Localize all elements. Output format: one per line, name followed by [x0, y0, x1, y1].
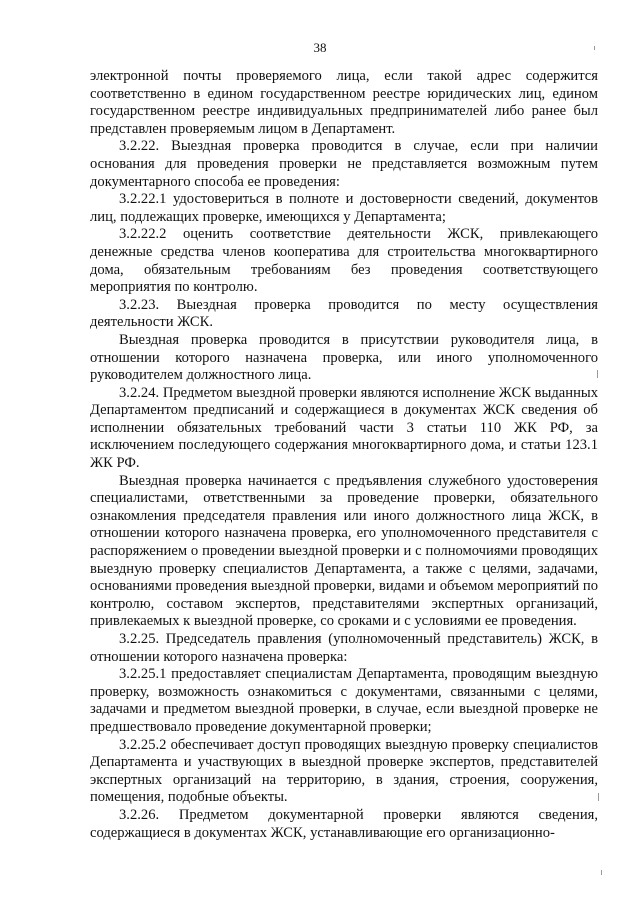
paragraph: Выездная проверка начинается с предъявления служебного удостоверения специалистами, ответственными за проведение проверки, обязательного ознакомления председателя правления или иного должностного лица ЖСК, в отношении которого назначена проверка, его уполномоченного представителя с распоряжением о проведении выездной проверки и с полномочиями проводящих выездную проверку специалистов Департамента, а также с целями, задачами, основаниями проведения выездной проверки, видами и объемом мероприятий по контролю, составом экспертов, представителями экспертных организаций, привлекаемых к выездной проверке, со сроками и с условиями ее проведения. — [90, 472, 598, 630]
paragraph: 3.2.25.1 предоставляет специалистам Департамента, проводящим выездную проверку, возможность ознакомиться с документами, связанными с целями, задачами и предметом выездной проверки, в случае, если выездной проверке не предшествовало проведение документарной проверки; — [90, 666, 598, 735]
paragraph: 3.2.22.1 удостовериться в полноте и достоверности сведений, документов лиц, подлежащих проверке, имеющихся у Департамента; — [90, 191, 598, 225]
paragraph: 3.2.26. Предметом документарной проверки являются сведения, содержащиеся в документах ЖСК, устанавливающие его организационно- — [90, 806, 598, 841]
scan-mark — [601, 870, 602, 875]
scan-mark — [598, 793, 599, 801]
paragraph: 3.2.25. Председатель правления (уполномоченный представитель) ЖСК, в отношении которого назначена проверка: — [90, 631, 598, 665]
paragraph: электронной почты проверяемого лица, если такой адрес содержится соответственно в едином государственном реестре юридических лиц, едином государственном реестре индивидуальных предпринимателей либо ранее был представлен проверяемым лицом в Департамент. — [90, 68, 598, 137]
paragraph: 3.2.22. Выездная проверка проводится в случае, если при наличии основания для проведения проверки не представляется возможным путем документарного способа ее проведения: — [90, 138, 598, 190]
paragraph: Выездная проверка проводится в присутствии руководителя лица, в отношении которого назначена проверка, или иного уполномоченного руководителем должностного лица. — [90, 331, 598, 384]
page-number: 38 — [313, 40, 327, 55]
scan-mark — [594, 46, 595, 50]
paragraph: 3.2.22.2 оценить соответствие деятельности ЖСК, привлекающего денежные средства членов кооператива для строительства многоквартирного дома, обязательным требованиям без проведения соответствующего мероприятия по контролю. — [90, 226, 598, 296]
paragraph: 3.2.23. Выездная проверка проводится по месту осуществления деятельности ЖСК. — [90, 296, 598, 331]
paragraph: 3.2.25.2 обеспечивает доступ проводящих выездную проверку специалистов Департамента и участвующих в выездной проверке экспертов, представителей экспертных организаций на территорию, в здания, строения, сооружения, помещения, подобные объекты. — [90, 736, 598, 806]
scan-mark — [597, 370, 598, 378]
paragraph: 3.2.24. Предметом выездной проверки являются исполнение ЖСК выданных Департаментом предписаний и содержащиеся в документах ЖСК сведения об исполнении обязательных требований части 3 статьи 110 ЖК РФ, за исключением последующего содержания многоквартирного дома, и статьи 123.1 ЖК РФ. — [90, 384, 598, 472]
document-body — [90, 68, 598, 842]
